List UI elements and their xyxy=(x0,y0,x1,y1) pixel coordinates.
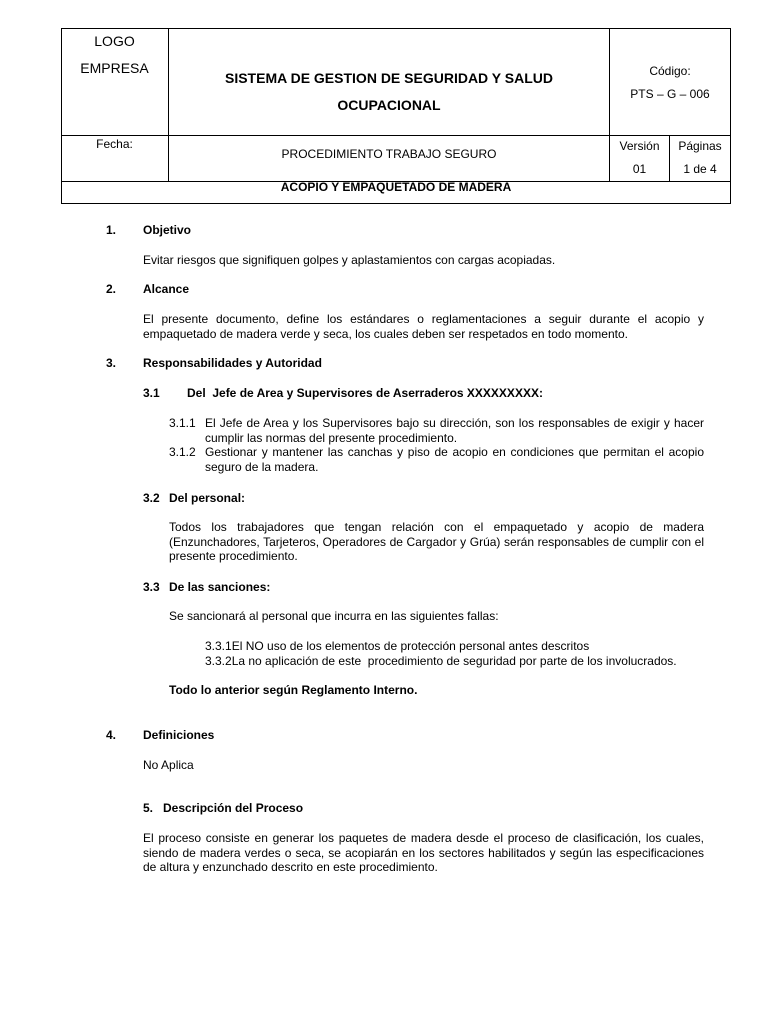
version-cell xyxy=(610,135,669,181)
section-3-1-2-text: Gestionar y mantener las canchas y piso de acopio en condiciones que permitan el acopio seguro de la madera. xyxy=(205,445,704,474)
section-2-text: El presente documento, define los estándares o reglamentaciones a seguir durante el acopio y empaquetado de madera verde y seca, los cuales deben ser respetados en todo momento. xyxy=(143,312,704,341)
section-3-title: Responsabilidades y Autoridad xyxy=(143,356,322,370)
section-3-3-closing: Todo lo anterior según Reglamento Interno. xyxy=(169,683,418,697)
section-3-2-text: Todos los trabajadores que tengan relación con el empaquetado y acopio de madera (Enzunchadores, Tarjeteros, Operadores de Cargador y Grúa) serán responsables de cumplir con el presente procedimiento. xyxy=(169,520,704,563)
section-1-title: Objetivo xyxy=(143,223,192,237)
version-value: 01 xyxy=(632,162,647,176)
section-4-text: No Aplica xyxy=(143,758,194,772)
section-1-number: 1. xyxy=(106,223,117,237)
section-5-heading: 5. Descripción del Proceso xyxy=(143,801,304,815)
system-title-line-1: SISTEMA DE GESTION DE SEGURIDAD Y SALUD xyxy=(224,70,553,86)
section-3-1-number: 3.1 xyxy=(143,386,160,400)
logo-line-1: LOGO xyxy=(94,33,135,49)
section-2-title: Alcance xyxy=(143,282,190,296)
code-value: PTS – G – 006 xyxy=(630,87,710,101)
section-4-title: Definiciones xyxy=(143,728,215,742)
section-3-3-text: Se sancionará al personal que incurra en las siguientes fallas: xyxy=(169,609,499,623)
logo-placeholder xyxy=(61,28,168,82)
section-3-3-number: 3.3 xyxy=(143,580,160,594)
document-subject: ACOPIO Y EMPAQUETADO DE MADERA xyxy=(280,180,512,194)
system-title-line-2: OCUPACIONAL xyxy=(337,97,441,113)
section-3-1-1-text: El Jefe de Area y los Supervisores bajo su dirección, son los responsables de exigir y hacer cumplir las normas del presente procedimiento. xyxy=(205,416,704,445)
section-3-number: 3. xyxy=(106,356,117,370)
section-4-number: 4. xyxy=(106,728,117,742)
section-3-1-title: Del Jefe de Area y Supervisores de Aserraderos XXXXXXXXX: xyxy=(187,386,543,400)
pages-label: Páginas xyxy=(678,139,722,153)
section-1-text: Evitar riesgos que signifiquen golpes y aplastamientos con cargas acopiadas. xyxy=(143,253,556,267)
section-3-2-title: Del personal: xyxy=(169,491,246,505)
section-3-3-title: De las sanciones: xyxy=(169,580,271,594)
section-3-3-2-item: 3.3.2La no aplicación de este procedimiento de seguridad por parte de los involucrados. xyxy=(205,654,677,668)
section-5-text: El proceso consiste en generar los paquetes de madera desde el proceso de clasificación, los cuales, siendo de madera verdes o seca, se acopiarán en los sectores habilitados y según las especificaciones de altura y enzunchado descrito en este procedimiento. xyxy=(143,831,704,874)
date-label: Fecha: xyxy=(96,137,133,151)
procedure-title: PROCEDIMIENTO TRABAJO SEGURO xyxy=(281,147,497,161)
document-code xyxy=(610,60,730,106)
section-3-3-1-item: 3.3.1El NO uso de los elementos de protección personal antes descritos xyxy=(205,639,590,653)
pages-cell xyxy=(670,135,730,181)
pages-value: 1 de 4 xyxy=(683,162,717,176)
table-border-bottom xyxy=(61,203,731,204)
code-label: Código: xyxy=(649,64,691,78)
section-3-1-2-number: 3.1.2 xyxy=(169,445,196,459)
table-border-right xyxy=(730,28,731,204)
section-3-1-1-number: 3.1.1 xyxy=(169,416,196,430)
section-3-2-number: 3.2 xyxy=(143,491,160,505)
section-2-number: 2. xyxy=(106,282,117,296)
version-label: Versión xyxy=(619,139,660,153)
system-title xyxy=(169,65,609,119)
logo-line-2: EMPRESA xyxy=(80,60,149,76)
document-header-table xyxy=(61,28,731,204)
